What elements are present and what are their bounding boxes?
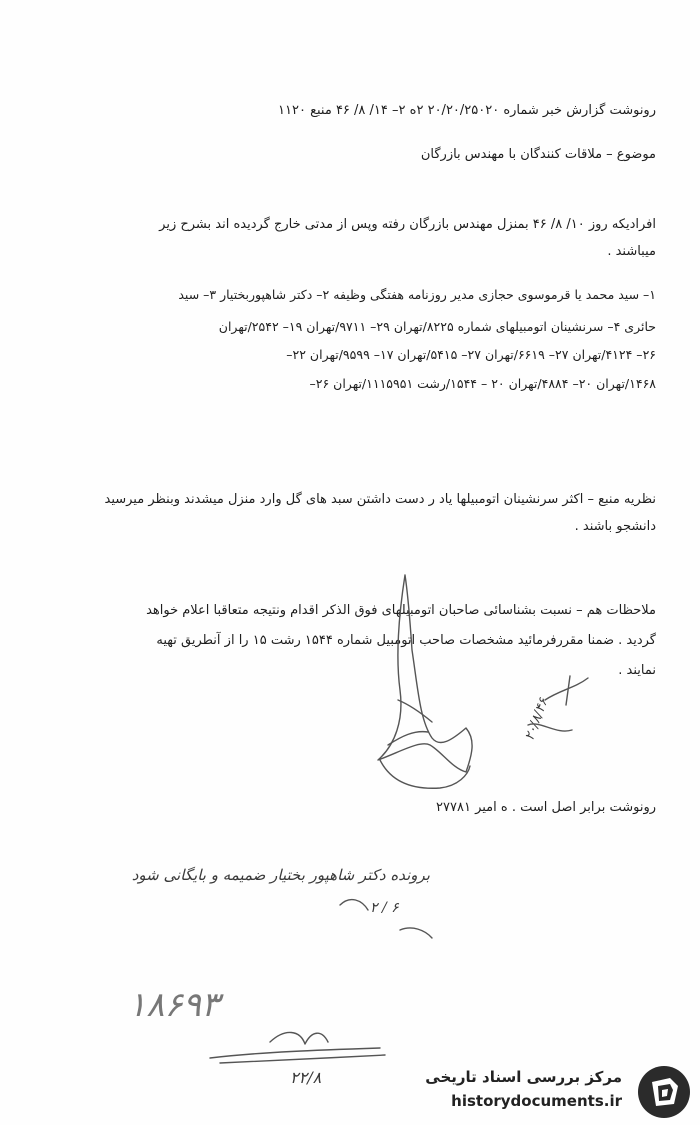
certification-line: رونوشت برابر اصل است . ه امیر ۲۷۷۸۱ [436,800,656,815]
report-header-line: رونوشت گزارش خبر شماره ۲۰/۲۰/۲۵۰۲۰ ۲ه ۲– ۱۴/ ۸/ ۴۶ منبع ۱۱۲۰ [278,103,656,118]
archive-website: historydocuments.ir [451,1092,622,1110]
signature-arc [380,760,470,788]
visitor-list-line-1: ۱– سید محمد یا قرموسوی حجازی مدیر روزنامه هفتگی وظیفه ۲– دکتر شاهپوربختیار ۳– سید [178,287,656,302]
visitor-list-line-3: ۲۶– ۴۱۲۴/تهران ۲۷– ۶۶۱۹/تهران ۲۷– ۵۴۱۵/تهران ۱۷– ۹۵۹۹/تهران ۲۲– [286,347,656,362]
bottom-signature [210,1032,385,1063]
remarks-line-3: نمایند . [618,663,656,678]
remarks-line-2: گردید . ضمنا مقررفرمائید مشخصات صاحب اتومبیل شماره ۱۵۴۴ رشت ۱۵ را از آنطریق تهیه [156,633,656,648]
archive-logo-icon [636,1064,692,1120]
intro-line-1: افرادیکه روز ۱۰/ ۸/ ۴۶ بمنزل مهندس بازرگان رفته وپس از مدتی خارج گردیده اند بشرح زیر [159,217,656,232]
archive-center-name: مرکز بررسی اسناد تاریخی [425,1068,622,1086]
handwritten-filing-note: برونده دکتر شاهپور بختیار ضمیمه و بایگانی شود [131,866,430,884]
handwritten-date: ۲۲/۸ [290,1068,322,1087]
subject-line: موضوع – ملاقات کنندگان با مهندس بازرگان [420,147,656,162]
source-opinion-line-1: نظریه منبع – اکثر سرنشینان اتومبیلها یاد ر دست داشتن سبد های گل وارد منزل میشدند وبنظر میرسید [104,492,656,507]
handwritten-margin-date: ۲۰/۸/۴۶ [522,696,552,743]
visitor-list-line-4: ۱۴۶۸/تهران ۲۰– ۴۸۸۴/تهران ۲۰ – ۱۵۴۴/رشت ۱۱۱۵۹۵۱/تهران ۲۶– [309,376,656,391]
intro-line-2: میباشند . [607,244,656,259]
handwritten-file-number: ۱۸۶۹۳ [128,985,220,1025]
source-opinion-line-2: دانشجو باشند . [574,519,656,534]
margin-scribble [528,676,588,731]
remarks-line-1: ملاحظات هم – نسبت بشناسائی صاحبان اتومبیلهای فوق الذکر اقدام ونتیجه متعاقبا اعلام خواهد [146,603,656,618]
small-signature [340,900,432,938]
visitor-list-line-2: حائری ۴– سرنشینان اتومبیلهای شماره ۸۲۲۵/تهران ۲۹– ۹۷۱۱/تهران ۱۹– ۲۵۴۲/تهران [218,319,656,334]
handwritten-fraction: ۶ / ۲ [370,900,399,916]
